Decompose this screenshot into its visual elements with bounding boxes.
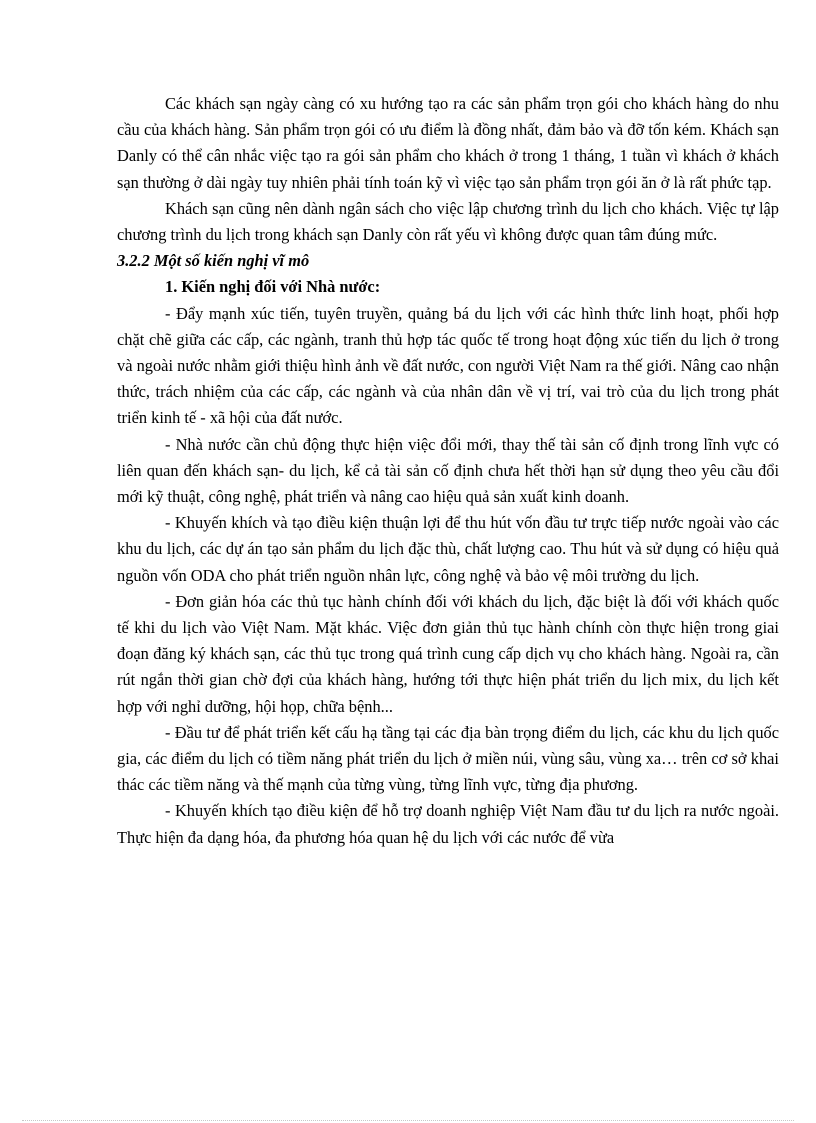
bullet-investment: - Khuyến khích và tạo điều kiện thuận lợi để thu hút vốn đầu tư trực tiếp nước ngoài vào các khu du lịch, các dự án tạo sản phẩm du lịch đặc thù, chất lượng cao. Thu hút và sử dụng có hiệu quả nguồn vốn ODA cho phát triển nguồn nhân lực, công nghệ và bảo vệ môi trường du lịch. bbox=[117, 513, 779, 585]
bullet-promotion: - Đẩy mạnh xúc tiến, tuyên truyền, quảng bá du lịch với các hình thức linh hoạt, phối hợp chặt chẽ giữa các cấp, các ngành, tranh thủ hợp tác quốc tế trong hoạt động xúc tiến du lịch ở trong và ngoài nước nhằm giới thiệu hình ảnh về đất nước, con người Việt Nam ra thế giới. Nâng cao nhận thức, trách nhiệm của các cấp, các ngành và của nhân dân về vị trí, vai trò của du lịch trong phát triển kinh tế - xã hội của đất nước. bbox=[117, 303, 779, 428]
section-heading: 3.2.2 Một số kiến nghị vĩ mô bbox=[117, 251, 310, 271]
bullet-infrastructure: - Đầu tư để phát triển kết cấu hạ tầng tại các địa bàn trọng điểm du lịch, các khu du lịch quốc gia, các điểm du lịch có tiềm năng phát triển du lịch ở miền núi, vùng sâu, vùng xa… trên cơ sở khai thác các tiềm năng và thế mạnh của từng vùng, từng lĩnh vực, từng địa phương. bbox=[117, 722, 779, 795]
page-body bbox=[117, 91, 779, 851]
bullet-fixed-assets: - Nhà nước cần chủ động thực hiện việc đổi mới, thay thế tài sản cố định trong lĩnh vực có liên quan đến khách sạn- du lịch, kể cả tài sản cố định chưa hết thời hạn sử dụng theo yêu cầu đổi mới kỹ thuật, công nghệ, phát triển và nâng cao hiệu quả sản xuất kinh doanh. bbox=[117, 434, 779, 507]
paragraph-travel-program: Khách sạn cũng nên dành ngân sách cho việc lập chương trình du lịch cho khách. Việc tự lập chương trình du lịch trong khách sạn Danly còn rất yếu vì không được quan tâm đúng mức. bbox=[117, 198, 779, 245]
subsection-heading: 1. Kiến nghị đối với Nhà nước: bbox=[165, 277, 381, 297]
bullet-administrative-procedures: - Đơn giản hóa các thủ tục hành chính đối với khách du lịch, đặc biệt là đối với khách quốc tế khi du lịch vào Việt Nam. Mặt khác. Việc đơn giản thủ tục hành chính còn thực hiện trong giai đoạn đăng ký khách sạn, các thủ tục trong quá trình cung cấp dịch vụ cho khách hàng. Ngoài ra, cần rút ngắn thời gian chờ đợi của khách hàng, hướng tới thực hiện phát triển du lịch mix, du lịch kết hợp với nghỉ dưỡng, hội họp, chữa bệnh... bbox=[117, 591, 779, 716]
paragraph-package-products: Các khách sạn ngày càng có xu hướng tạo ra các sản phẩm trọn gói cho khách hàng do nhu cầu của khách hàng. Sản phẩm trọn gói có ưu điểm là đồng nhất, đảm bảo và đỡ tốn kém. Khách sạn Danly có thể cân nhắc việc tạo ra gói sản phẩm cho khách ở trong 1 tháng, 1 tuần vì khách ở khách sạn thường ở dài ngày tuy nhiên phải tính toán kỹ vì việc tạo sản phẩm trọn gói ăn ở là rất phức tạp. bbox=[117, 94, 779, 192]
bullet-outbound-investment: - Khuyến khích tạo điều kiện để hỗ trợ doanh nghiệp Việt Nam đầu tư du lịch ra nước ngoài. Thực hiện đa dạng hóa, đa phương hóa quan hệ du lịch với các nước để vừa bbox=[117, 801, 779, 847]
page-bottom-divider bbox=[22, 1120, 794, 1121]
